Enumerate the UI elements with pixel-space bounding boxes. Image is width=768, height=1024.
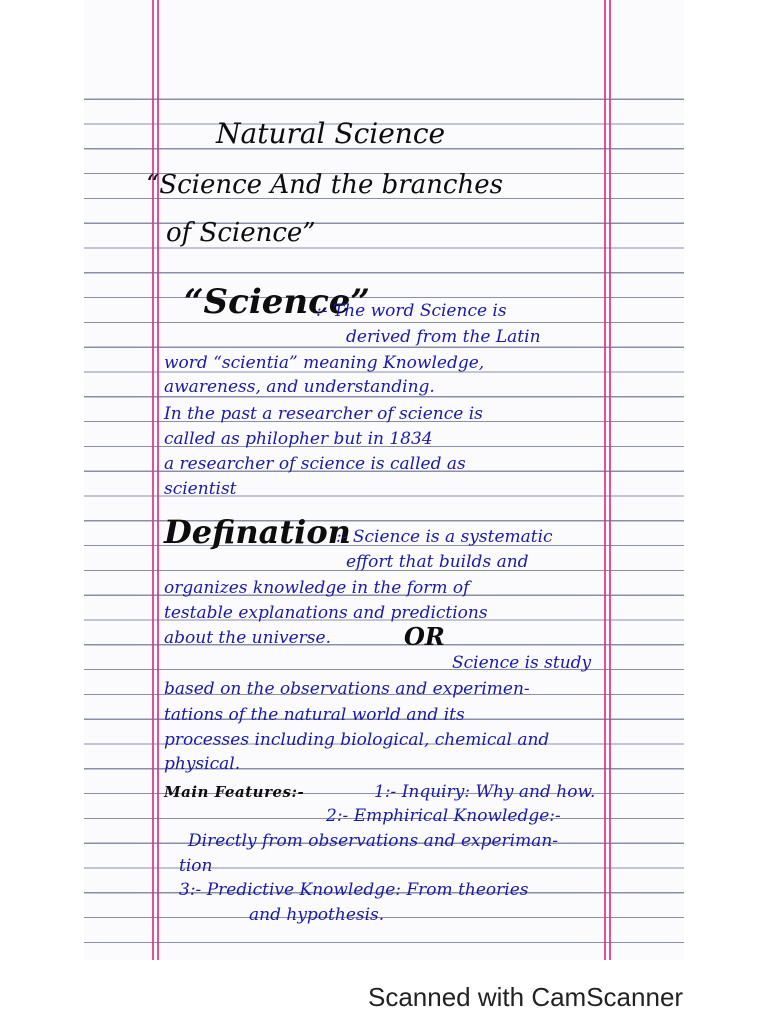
- science-line: awareness, and understanding.: [164, 377, 435, 397]
- science-intro: :- The word Science is: [316, 301, 507, 321]
- definition-line: effort that builds and: [346, 552, 529, 572]
- science-line: called as philopher but in 1834: [164, 429, 433, 449]
- definition2-line: based on the observations and experimen-: [164, 679, 530, 699]
- left-margin-line-2: [157, 0, 159, 960]
- definition-intro: :- Science is a systematic: [336, 527, 553, 547]
- science-line: word “scientia” meaning Knowledge,: [164, 353, 485, 373]
- definition2-line: physical.: [164, 754, 241, 774]
- feature-line: 3:- Predictive Knowledge: From theories: [179, 880, 529, 900]
- science-line: derived from the Latin: [346, 327, 541, 347]
- feature-line: and hypothesis.: [249, 905, 385, 925]
- science-line: a researcher of science is called as: [164, 454, 466, 474]
- or-label: OR: [404, 622, 445, 651]
- definition-line: about the universe.: [164, 628, 331, 648]
- feature-line: Directly from observations and experiman-: [188, 831, 559, 851]
- features-heading: Main Features:-: [164, 783, 305, 801]
- left-margin-line: [152, 0, 154, 960]
- feature-line: tion: [179, 856, 213, 876]
- science-line: scientist: [164, 479, 237, 499]
- camscanner-watermark: Scanned with CamScanner: [368, 982, 684, 1012]
- right-margin-line-2: [609, 0, 611, 960]
- science-heading: “Science”: [184, 282, 370, 322]
- definition2-line: tations of the natural world and its: [164, 705, 465, 725]
- feature-line: 2:- Emphirical Knowledge:-: [326, 806, 561, 826]
- right-margin-line: [604, 0, 606, 960]
- feature-line: 1:- Inquiry: Why and how.: [374, 782, 596, 802]
- definition2-line: Science is study: [452, 653, 592, 673]
- definition-line: organizes knowledge in the form of: [164, 578, 470, 598]
- definition-line: testable explanations and predictions: [164, 603, 488, 623]
- definition2-line: processes including biological, chemical and: [164, 730, 550, 750]
- science-line: In the past a researcher of science is: [164, 404, 483, 424]
- definition-heading: Defination: [164, 513, 351, 551]
- notebook-page: [84, 0, 684, 960]
- subtitle-line-2: of Science”: [166, 218, 316, 248]
- page-header-blank: [84, 0, 684, 76]
- subtitle-line-1: “Science And the branches: [146, 170, 503, 200]
- page-title: Natural Science: [216, 117, 446, 150]
